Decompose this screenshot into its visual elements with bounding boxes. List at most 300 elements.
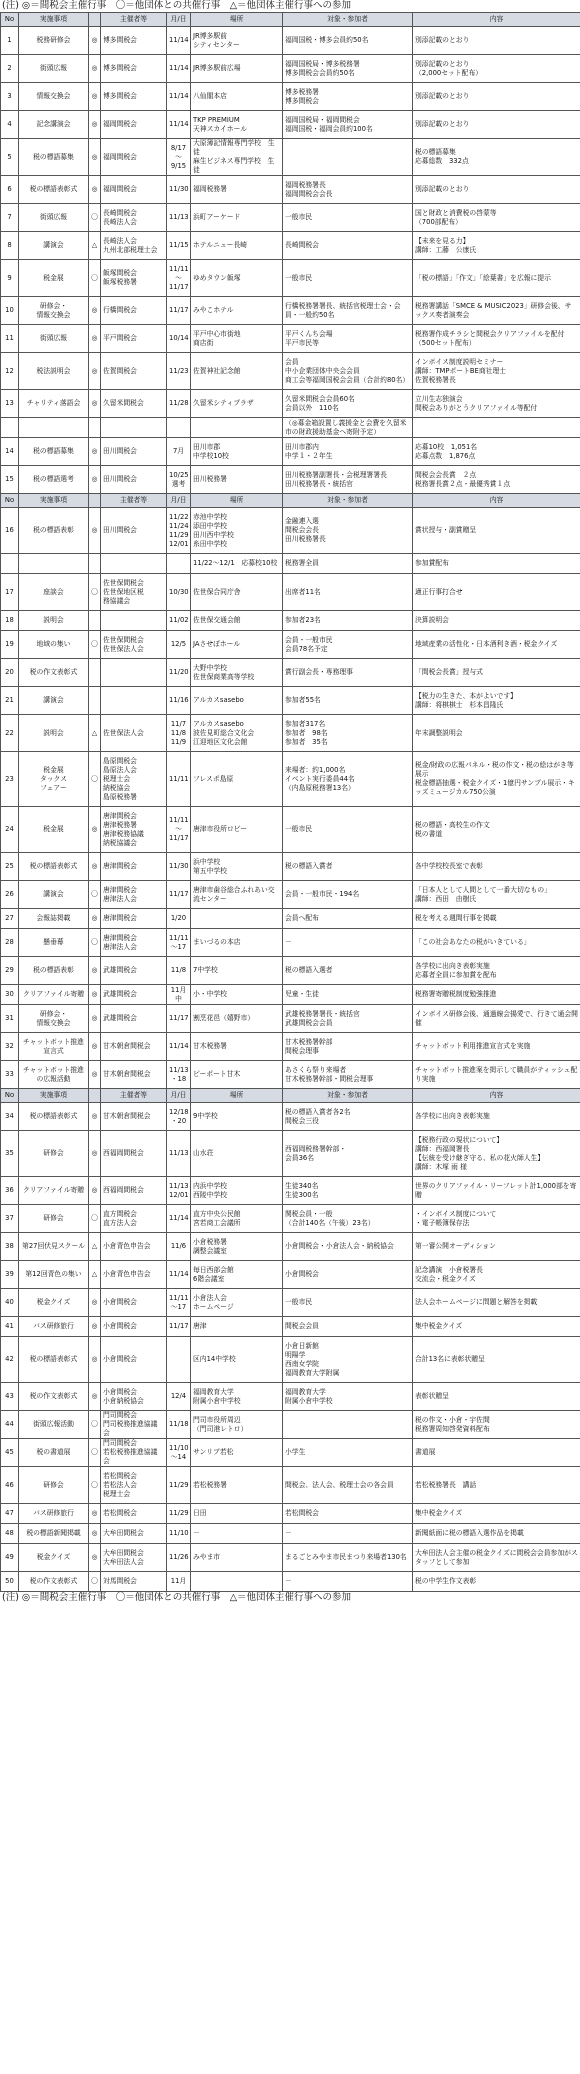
table-row (1, 909, 580, 929)
cell-date: 11/14 (167, 111, 191, 139)
cell-place: 赤池中学校 添田中学校 田川西中学校 糸田中学校 (191, 508, 283, 554)
cell-event: 街頭広報 (19, 325, 89, 353)
cell-participants: 金融連入選 間税会会長 田川税務署長 (283, 508, 413, 554)
cell-event: 第12回青色の集い (19, 1261, 89, 1289)
cell-place: サンリブ若松 (191, 1439, 283, 1467)
cell-place: 浜町アーケード (191, 204, 283, 232)
cell-event: 税の作文表彰式 (19, 1572, 89, 1592)
cell-content: 世界のクリアファイル・リーフレット計1,000部を寄贈 (413, 1177, 580, 1205)
table-row (1, 554, 580, 574)
cell-participants: 生徒340名 生徒300名 (283, 1177, 413, 1205)
header-date: 月/日 (167, 13, 191, 27)
cell-mark: ◎ (89, 1383, 101, 1411)
cell-organizer: 西福岡間税会 (101, 1131, 167, 1177)
cell-participants: 西福岡税務署幹部・ 会員36名 (283, 1131, 413, 1177)
cell-place: 浜中学校 第五中学校 (191, 853, 283, 881)
cell-place: まいづるの本店 (191, 929, 283, 957)
cell-place: アルカスsasebo 波佐見町総合文化会 江迎地区文化会館 (191, 715, 283, 752)
cell-participants: 福岡国税局・福岡間税会 福岡国税・福岡会員約100名 (283, 111, 413, 139)
cell-place: 割烹花邑（嬉野市） (191, 1005, 283, 1033)
cell-event: 税の書道展 (19, 1439, 89, 1467)
header-event: 実施事項 (19, 1089, 89, 1103)
cell-content: 集中税金クイズ (413, 1504, 580, 1524)
cell-place: JR博多駅前 シティセンター (191, 27, 283, 55)
cell-no: 26 (1, 881, 19, 909)
cell-mark: 〇 (89, 1411, 101, 1439)
cell-no: 27 (1, 909, 19, 929)
cell-no: 25 (1, 853, 19, 881)
cell-content: 「この社会あなたの税がいきている」 (413, 929, 580, 957)
table-row (1, 807, 580, 853)
cell-content: 地域産業の活性化・日本酒利き酒・税金クイズ (413, 631, 580, 659)
table-row (1, 1572, 580, 1592)
cell-organizer: 福岡間税会 (101, 139, 167, 176)
cell-organizer: 行橋間税会 (101, 297, 167, 325)
cell-content: 別添記載のとおり (413, 27, 580, 55)
cell-date: 10/30 (167, 574, 191, 611)
cell-date: 11/13 ・18 (167, 1061, 191, 1089)
cell-no: 37 (1, 1205, 19, 1233)
cell-date: 11/14 (167, 83, 191, 111)
cell-mark: 〇 (89, 1205, 101, 1233)
cell-date: 11/17 (167, 881, 191, 909)
cell-organizer: 武雄間税会 (101, 985, 167, 1005)
cell-date: 11/14 (167, 1261, 191, 1289)
table-row (1, 438, 580, 466)
cell-no: 14 (1, 438, 19, 466)
cell-content: 別添記載のとおり (413, 176, 580, 204)
cell-date: 11/17 (167, 297, 191, 325)
cell-date: 11/10 (167, 1524, 191, 1544)
cell-organizer: 小倉間税会 (101, 1317, 167, 1337)
cell-organizer: 田川間税会 (101, 466, 167, 494)
table-row (1, 1544, 580, 1572)
cell-no: 12 (1, 353, 19, 390)
cell-place: 若松税務署 (191, 1467, 283, 1504)
cell-mark: △ (89, 1233, 101, 1261)
cell-no: 11 (1, 325, 19, 353)
cell-no: 4 (1, 111, 19, 139)
cell-participants: 会員・一般市民 会員78名予定 (283, 631, 413, 659)
cell-organizer: 唐津間税会 唐津法人会 (101, 881, 167, 909)
cell-mark: 〇 (89, 1467, 101, 1504)
cell-event: 税法説明会 (19, 353, 89, 390)
table-row (1, 390, 580, 418)
cell-no: 20 (1, 659, 19, 687)
table-row (1, 1439, 580, 1467)
cell-mark: ◎ (89, 1103, 101, 1131)
cell-content: 書道展 (413, 1439, 580, 1467)
cell-participants: 参加者55名 (283, 687, 413, 715)
cell-no: 7 (1, 204, 19, 232)
cell-content: 年末調整説明会 (413, 715, 580, 752)
cell-date (167, 1337, 191, 1383)
cell-event: 第27回伏見スクール (19, 1233, 89, 1261)
cell-place: 平戸中心市街地 商店街 (191, 325, 283, 353)
cell-organizer: 小倉間税会 (101, 1289, 167, 1317)
cell-no: 50 (1, 1572, 19, 1592)
cell-no: 16 (1, 508, 19, 554)
cell-date: 11/13 12/01 (167, 1177, 191, 1205)
cell-mark (89, 611, 101, 631)
cell-content: 税務署寄贈税制度勉強推進 (413, 985, 580, 1005)
table-header-row (1, 494, 580, 508)
cell-no: 40 (1, 1289, 19, 1317)
cell-mark (89, 418, 101, 438)
cell-date: 11/14 (167, 1205, 191, 1233)
header-organizer: 主催者等 (101, 494, 167, 508)
header-participants: 対象・参加者 (283, 1089, 413, 1103)
cell-mark: ◎ (89, 438, 101, 466)
cell-place (191, 909, 283, 929)
table-row (1, 111, 580, 139)
cell-no: 19 (1, 631, 19, 659)
cell-organizer: 小倉間税会 小倉納税協会 (101, 1383, 167, 1411)
cell-place: TKP PREMIUM 天神スカイホール (191, 111, 283, 139)
cell-no: 6 (1, 176, 19, 204)
cell-organizer: 唐津間税会 唐津法人会 (101, 929, 167, 957)
cell-participants: 若松間税会 (283, 1504, 413, 1524)
cell-place: 毎日西部会館 6階会議室 (191, 1261, 283, 1289)
cell-no: 23 (1, 752, 19, 807)
cell-mark: ◎ (89, 1317, 101, 1337)
cell-no: 1 (1, 27, 19, 55)
cell-content: 税務署作成チラシと間税会クリアファイルを配付 （500セット配布） (413, 325, 580, 353)
header-participants: 対象・参加者 (283, 494, 413, 508)
cell-event: 研修会 (19, 1205, 89, 1233)
cell-date: 8/17～ 9/15 (167, 139, 191, 176)
table-row (1, 1233, 580, 1261)
cell-place: 9中学校 (191, 1103, 283, 1131)
cell-mark (89, 554, 101, 574)
cell-place: みやこホテル (191, 297, 283, 325)
cell-organizer: 佐賀間税会 (101, 353, 167, 390)
cell-event (19, 554, 89, 574)
cell-place: 山水荘 (191, 1131, 283, 1177)
cell-no: 49 (1, 1544, 19, 1572)
cell-content: 大牟田法人会主催の税金クイズに間税会会員参加がスタッフとして参加 (413, 1544, 580, 1572)
cell-content: 税務署講話「SMCE & MUSIC2023」研修会後、サックス奏者演奏会 (413, 297, 580, 325)
cell-event: 税の標語表彰式 (19, 853, 89, 881)
table-row (1, 204, 580, 232)
header-date: 月/日 (167, 1089, 191, 1103)
cell-organizer: 甘木朝倉間税会 (101, 1033, 167, 1061)
cell-date: 11/14 (167, 55, 191, 83)
cell-event: 研修会・ 情報交換会 (19, 1005, 89, 1033)
table-row (1, 1289, 580, 1317)
cell-date: 10/14 (167, 325, 191, 353)
table-row (1, 55, 580, 83)
header-mark (89, 494, 101, 508)
header-mark (89, 1089, 101, 1103)
cell-mark: ◎ (89, 55, 101, 83)
cell-participants: 一般市民 (283, 807, 413, 853)
cell-place: みやま市 (191, 1544, 283, 1572)
cell-content: インボイス制度説明セミナー 講師：TMPポートBE商社理士 佐賀税務署長 (413, 353, 580, 390)
cell-event: 税金展 (19, 807, 89, 853)
cell-mark: ◎ (89, 1177, 101, 1205)
cell-no: 43 (1, 1383, 19, 1411)
cell-content: 【税力の生きた、本がよいです】 講師：将棋棋士 杉本昌隆氏 (413, 687, 580, 715)
table-row (1, 27, 580, 55)
cell-participants: 会員・一般市民・194名 (283, 881, 413, 909)
cell-event: 講演会 (19, 232, 89, 260)
cell-event: チャットボット推進宣言式 (19, 1033, 89, 1061)
cell-participants: （◎募金箱設置し義援金と会費を久留米市の財政援助基金へ寄附予定） (283, 418, 413, 438)
cell-content: 「日本人として人間として一番大切なもの」 講師：西田 由樹氏 (413, 881, 580, 909)
cell-event: 情報交換会 (19, 83, 89, 111)
cell-content: ・インボイス制度について ・電子帳簿保存法 (413, 1205, 580, 1233)
cell-place: 11/22～12/1 応募校10校 (191, 554, 283, 574)
cell-place: 田川市郡 中学校10校 (191, 438, 283, 466)
cell-participants: 税の標語入賞者各2名 間税会三役 (283, 1103, 413, 1131)
cell-place: 福岡税務署 (191, 176, 283, 204)
cell-place: アルカスsasebo (191, 687, 283, 715)
cell-place: 八仙閣本店 (191, 83, 283, 111)
cell-event: 税の標語表彰式 (19, 1337, 89, 1383)
cell-organizer: 大牟田間税会 (101, 1524, 167, 1544)
cell-date: 11/26 (167, 1544, 191, 1572)
table-row (1, 687, 580, 715)
cell-place: 内浜中学校 西陵中学校 (191, 1177, 283, 1205)
cell-content: 「税の標語」「作文」「絵葉書」を広報に提示 (413, 260, 580, 297)
table-header-row (1, 1089, 580, 1103)
cell-event: 税務研修会 (19, 27, 89, 55)
cell-event: クリアファイル寄贈 (19, 1177, 89, 1205)
cell-mark: ◎ (89, 1289, 101, 1317)
cell-place: 田川税務署 (191, 466, 283, 494)
cell-content: 税を考える週間行事を掲載 (413, 909, 580, 929)
cell-mark: △ (89, 715, 101, 752)
cell-event: 税の標語募集 (19, 139, 89, 176)
cell-organizer: 久留米間税会 (101, 390, 167, 418)
cell-event: 税の標語表彰 (19, 508, 89, 554)
cell-content: インボイス研修会後、通過線会揚愛で、行きて通会開催 (413, 1005, 580, 1033)
cell-date: 11/28 (167, 390, 191, 418)
table-row (1, 508, 580, 554)
cell-event: 税の標語表彰式 (19, 176, 89, 204)
cell-event: 座談会 (19, 574, 89, 611)
cell-place: 小・中学校 (191, 985, 283, 1005)
cell-participants (283, 139, 413, 176)
cell-organizer: 長崎間税会 長崎法人会 (101, 204, 167, 232)
cell-content: 【未来を見る力】 講師：工藤 公康氏 (413, 232, 580, 260)
cell-no: 28 (1, 929, 19, 957)
header-event: 実施事項 (19, 494, 89, 508)
cell-participants: まるごとみやま市民まつり来場者130名 (283, 1544, 413, 1572)
cell-date: 11/17 (167, 1005, 191, 1033)
cell-participants: 税の標語入賞者 (283, 853, 413, 881)
cell-date: 11/10 ～14 (167, 1439, 191, 1467)
cell-participants: 一般市民 (283, 1289, 413, 1317)
cell-organizer (101, 611, 167, 631)
cell-event: バス研修旅行 (19, 1504, 89, 1524)
cell-date: 11/15 (167, 232, 191, 260)
cell-date: 10/25 選考 (167, 466, 191, 494)
cell-participants: 福岡税務署長 福岡間税会会長 (283, 176, 413, 204)
cell-content: 法人会ホームページに問題と解答を掲載 (413, 1289, 580, 1317)
cell-event: バス研修旅行 (19, 1317, 89, 1337)
cell-organizer: 佐世保間税会 佐世保法人会 (101, 631, 167, 659)
table-row (1, 139, 580, 176)
cell-no: 5 (1, 139, 19, 176)
cell-content: 新聞紙面に税の標語入選作品を掲載 (413, 1524, 580, 1544)
cell-date: 12/5 (167, 631, 191, 659)
cell-content: 別添記載のとおり (413, 83, 580, 111)
cell-mark: ◎ (89, 1061, 101, 1089)
cell-participants: 博多税務署 博多間税会 (283, 83, 413, 111)
cell-date (167, 418, 191, 438)
cell-mark: ◎ (89, 176, 101, 204)
cell-place: 日田 (191, 1504, 283, 1524)
cell-place: フレスポ島原 (191, 752, 283, 807)
cell-participants: 平戸くんち会場 平戸市民等 (283, 325, 413, 353)
cell-place: 唐津市役所ロビー (191, 807, 283, 853)
cell-no: 33 (1, 1061, 19, 1089)
cell-event: 講演会 (19, 687, 89, 715)
cell-content: 税の標語・高校生の作文 税の書道 (413, 807, 580, 853)
cell-mark: 〇 (89, 574, 101, 611)
table-row (1, 1504, 580, 1524)
schedule-table (0, 12, 580, 1592)
cell-participants: 一般市民 (283, 260, 413, 297)
cell-date: 7月 (167, 438, 191, 466)
cell-no: 41 (1, 1317, 19, 1337)
cell-mark: ◎ (89, 111, 101, 139)
cell-mark: 〇 (89, 1572, 101, 1592)
cell-event: 税の作文表彰式 (19, 659, 89, 687)
cell-organizer: 博多間税会 (101, 27, 167, 55)
table-row (1, 715, 580, 752)
cell-content: チャットボット推進案を掲示して職員がティッシュ配り実施 (413, 1061, 580, 1089)
cell-no: 47 (1, 1504, 19, 1524)
cell-mark: 〇 (89, 929, 101, 957)
cell-mark: ◎ (89, 807, 101, 853)
cell-no: 21 (1, 687, 19, 715)
cell-participants: 武雄税務署署長・統括官 武雄間税会会員 (283, 1005, 413, 1033)
cell-no: 44 (1, 1411, 19, 1439)
cell-no: 45 (1, 1439, 19, 1467)
cell-mark: ◎ (89, 1504, 101, 1524)
cell-participants: 小倉間税会 (283, 1261, 413, 1289)
cell-mark: 〇 (89, 1439, 101, 1467)
cell-place: 佐世保合同庁舎 (191, 574, 283, 611)
cell-no: 17 (1, 574, 19, 611)
cell-event (19, 418, 89, 438)
cell-no: 24 (1, 807, 19, 853)
table-row (1, 1337, 580, 1383)
table-row (1, 1261, 580, 1289)
cell-content: 若松税務署長 講話 (413, 1467, 580, 1504)
cell-place (191, 1572, 283, 1592)
cell-organizer: 対馬間税会 (101, 1572, 167, 1592)
cell-participants: 田川税務署副署長・会税理署署長 田川税務署長・統括官 (283, 466, 413, 494)
cell-organizer (101, 418, 167, 438)
table-row (1, 929, 580, 957)
cell-mark: ◎ (89, 1524, 101, 1544)
header-place: 場所 (191, 13, 283, 27)
cell-mark: ◎ (89, 1544, 101, 1572)
cell-no: 35 (1, 1131, 19, 1177)
cell-organizer: 福岡間税会 (101, 176, 167, 204)
cell-participants: 田川市郡内 中学１・２年生 (283, 438, 413, 466)
cell-content: 応募10校 1,051名 応募点数 1,876点 (413, 438, 580, 466)
cell-place: 大原簿記情報専門学校 生徒 麻生ビジネス専門学校 生徒 (191, 139, 283, 176)
cell-content: 「間税会長賞」授与式 (413, 659, 580, 687)
cell-mark: 〇 (89, 752, 101, 807)
cell-content: 表彰状贈呈 (413, 1383, 580, 1411)
cell-organizer: 武雄間税会 (101, 957, 167, 985)
cell-mark: ◎ (89, 508, 101, 554)
table-row (1, 1411, 580, 1439)
cell-date: 11/13 (167, 204, 191, 232)
table-row (1, 1317, 580, 1337)
cell-place: 大野中学校 佐世保商業高等学校 (191, 659, 283, 687)
table-row (1, 176, 580, 204)
cell-content: 記念講演 小倉税署長 交流会・税金クイズ (413, 1261, 580, 1289)
table-row (1, 1467, 580, 1504)
table-row (1, 574, 580, 611)
cell-date: 11/02 (167, 611, 191, 631)
cell-date: 11/8 (167, 957, 191, 985)
cell-organizer: 門司間税会 若松税務推進協議会 (101, 1439, 167, 1467)
cell-no: 15 (1, 466, 19, 494)
cell-no: 38 (1, 1233, 19, 1261)
cell-place: 7中学校 (191, 957, 283, 985)
cell-no: 39 (1, 1261, 19, 1289)
cell-participants: － (283, 929, 413, 957)
cell-content: 税の作文・小倉・宇佐間 税務署周知啓発資料配布 (413, 1411, 580, 1439)
header-content: 内容 (413, 1089, 580, 1103)
cell-date: 11/7 11/8 11/9 (167, 715, 191, 752)
cell-date: 11/30 (167, 853, 191, 881)
cell-mark: △ (89, 1261, 101, 1289)
cell-event: 税の標語表彰 (19, 957, 89, 985)
header-event: 実施事項 (19, 13, 89, 27)
cell-event: クリアファイル寄贈 (19, 985, 89, 1005)
cell-event: 会報誌掲載 (19, 909, 89, 929)
table-row (1, 353, 580, 390)
cell-participants: 行橋税務署署長、統括官税理士会・会員・一般約50名 (283, 297, 413, 325)
table-row (1, 1061, 580, 1089)
cell-no: 34 (1, 1103, 19, 1131)
cell-event: 記念講演会 (19, 111, 89, 139)
cell-participants: 税の標語入選者 (283, 957, 413, 985)
cell-content: チャットボット利用推進宣言式を実施 (413, 1033, 580, 1061)
cell-participants: 一般市民 (283, 204, 413, 232)
table-row (1, 1205, 580, 1233)
cell-mark: ◎ (89, 1131, 101, 1177)
cell-place: 直方中央公民館 宮若商工会議所 (191, 1205, 283, 1233)
cell-participants (283, 1411, 413, 1439)
cell-no: 42 (1, 1337, 19, 1383)
header-content: 内容 (413, 13, 580, 27)
cell-participants: 間税会、法人会、税理士会の各会員 (283, 1467, 413, 1504)
cell-place: 門司市役所周辺 （門司港レトロ） (191, 1411, 283, 1439)
cell-event: チャットボット推進の広報活動 (19, 1061, 89, 1089)
cell-no: 3 (1, 83, 19, 111)
table-row (1, 232, 580, 260)
cell-mark: 〇 (89, 260, 101, 297)
cell-event: 税の標語選考 (19, 466, 89, 494)
table-row (1, 325, 580, 353)
cell-event: 街頭広報 (19, 55, 89, 83)
cell-organizer: 甘木朝倉間税会 (101, 1103, 167, 1131)
cell-no: 48 (1, 1524, 19, 1544)
cell-content: 各学校に出向き表彰実施 応募者全員に参加賞を配布 (413, 957, 580, 985)
cell-organizer: 田川間税会 (101, 438, 167, 466)
cell-event: 研修会・ 情報交換会 (19, 297, 89, 325)
